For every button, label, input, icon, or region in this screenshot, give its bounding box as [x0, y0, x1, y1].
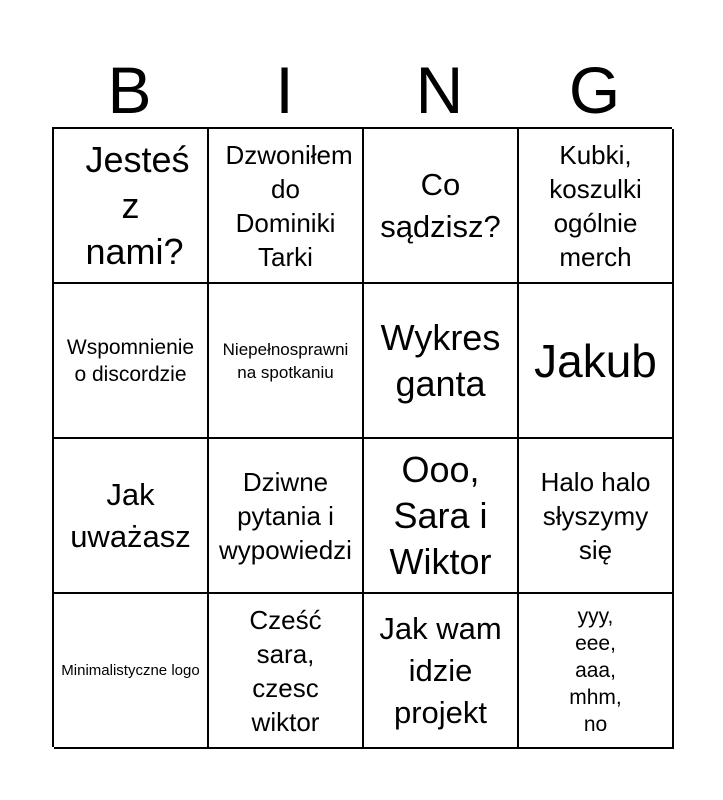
bingo-cell-r3c2[interactable]: [209, 439, 364, 594]
bingo-cell-label: Jesteś z nami?: [85, 138, 190, 272]
bingo-cell-r2c2[interactable]: [209, 284, 364, 439]
bingo-cell-r1c1[interactable]: [54, 129, 209, 284]
bingo-cell-label: Cześć sara, czesc wiktor: [249, 604, 322, 737]
bingo-cell-r3c3[interactable]: [364, 439, 519, 594]
bingo-grid: [52, 127, 672, 747]
bingo-cell-r4c2[interactable]: [209, 594, 364, 749]
bingo-cell-r4c1[interactable]: [54, 594, 209, 749]
bingo-cell-label: Co sądzisz?: [380, 166, 501, 244]
bingo-cell-label: Niepełnosprawni na spotkaniu: [222, 339, 349, 382]
bingo-cell-r2c1[interactable]: [54, 284, 209, 439]
bingo-cell-r4c4[interactable]: [519, 594, 674, 749]
bingo-cell-r3c1[interactable]: [54, 439, 209, 594]
bingo-cell-label: yyy, eee, aaa, mhm, no: [569, 605, 622, 736]
bingo-cell-label: Jak uważasz: [70, 476, 191, 554]
bingo-cell-label: Kubki, koszulki ogólnie merch: [549, 139, 642, 272]
header-letter-b: B: [107, 53, 152, 127]
bingo-cell-label: Wspomnienie o discordzie: [66, 335, 195, 386]
header-letter-i: I: [275, 53, 294, 127]
bingo-cell-label: Jakub: [534, 334, 657, 387]
bingo-cell-r1c4[interactable]: [519, 129, 674, 284]
bingo-cell-r2c3[interactable]: [364, 284, 519, 439]
header-letter-g: G: [568, 53, 621, 127]
bingo-cell-label: Jak wam idzie projekt: [379, 610, 502, 730]
bingo-cell-label: Halo halo słyszymy się: [540, 466, 651, 565]
bingo-cell-label: Ooo, Sara i Wiktor: [389, 448, 492, 582]
bingo-cell-r2c4[interactable]: [519, 284, 674, 439]
bingo-cell-r4c3[interactable]: [364, 594, 519, 749]
bingo-cell-label: Wykres ganta: [380, 316, 501, 404]
bingo-header: [52, 52, 672, 128]
header-letter-n: N: [415, 53, 464, 127]
bingo-cell-label: Dzwoniłem do Dominiki Tarki: [225, 139, 353, 272]
bingo-cell-label: Minimalistyczne logo: [61, 662, 200, 679]
bingo-cell-r1c3[interactable]: [364, 129, 519, 284]
bingo-cell-r3c4[interactable]: [519, 439, 674, 594]
bingo-cell-r1c2[interactable]: [209, 129, 364, 284]
bingo-cell-label: Dziwne pytania i wypowiedzi: [219, 466, 352, 565]
